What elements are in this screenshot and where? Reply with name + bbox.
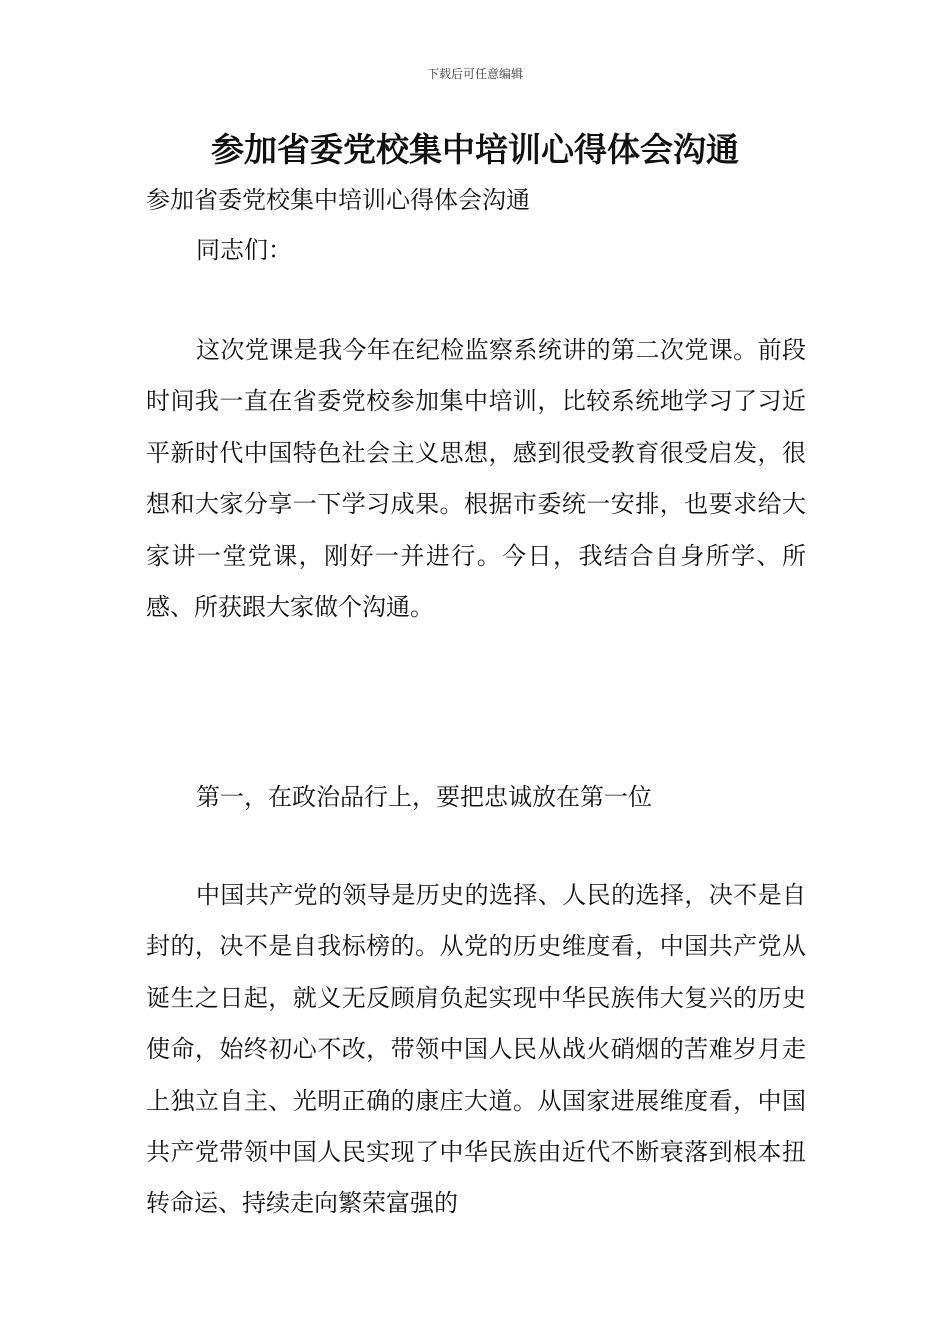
intro-paragraph: 这次党课是我今年在纪检监察系统讲的第二次党课。前段时间我一直在省委党校参加集中培训，比较系统地学习了习近平新时代中国特色社会主义思想，感到很受教育很受启发，很想和大家分享一下学习成果。根据市委统一安排，也要求给大家讲一堂党课，刚好一并进行。今日，我结合自身所学、所感、所获跟大家做个沟通。 bbox=[146, 336, 806, 622]
header-note: 下载后可任意编辑 bbox=[426, 67, 523, 81]
section-heading: 第一，在政治品行上，要把忠诚放在第一位 bbox=[196, 783, 652, 811]
document-title: 参加省委党校集中培训心得体会沟通 bbox=[211, 130, 739, 169]
salutation: 同志们： bbox=[196, 236, 292, 264]
body-paragraph: 中国共产党的领导是历史的选择、人民的选择，决不是自封的，决不是自我标榜的。从党的历史维度看，中国共产党从诞生之日起，就义无反顾肩负起实现中华民族伟大复兴的历史使命，始终初心不改，带领中国人民从战火硝烟的苦难岁月走上独立自主、光明正确的康庄大道。从国家进展维度看，中国共产党带领中国人民实现了中华民族由近代不断衰落到根本扭转命运、持续走向繁荣富强的 bbox=[146, 881, 806, 1218]
document-subtitle: 参加省委党校集中培训心得体会沟通 bbox=[146, 186, 530, 214]
